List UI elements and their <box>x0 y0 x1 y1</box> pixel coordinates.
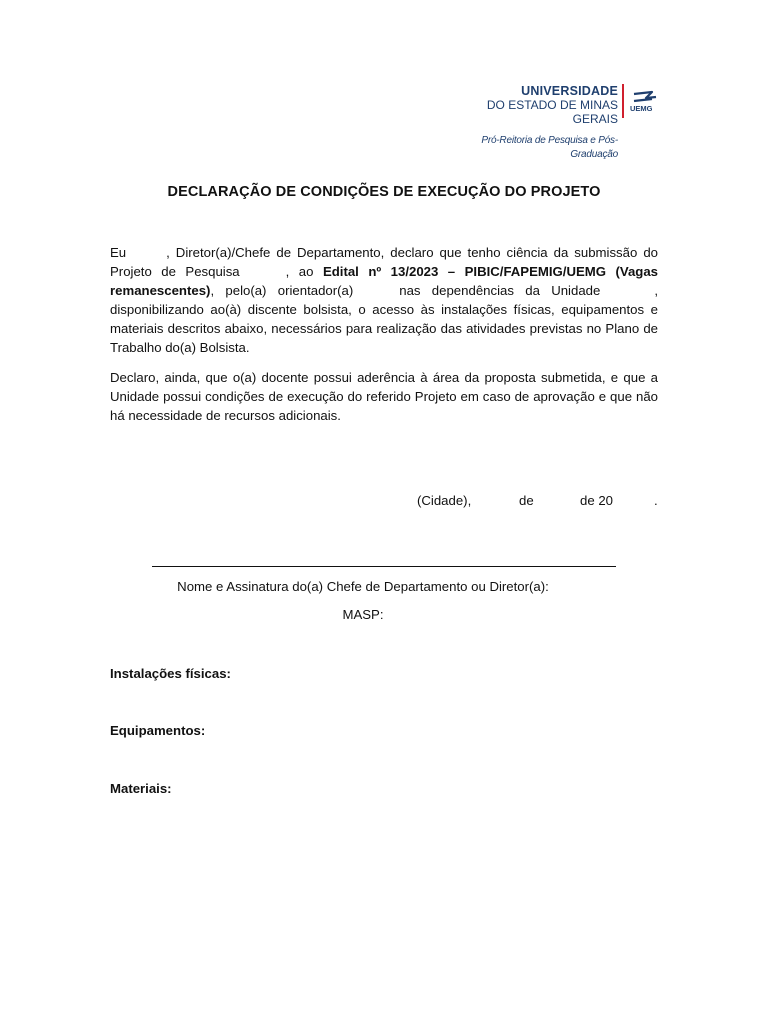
logo-text <box>454 84 618 162</box>
signature-caption: Nome e Assinatura do(a) Chefe de Departamento ou Diretor(a): <box>177 579 549 594</box>
masp-label: MASP: <box>342 607 384 622</box>
p1-orientador: , pelo(a) orientador(a) <box>210 283 354 298</box>
uemg-emblem-icon <box>630 88 660 118</box>
section-installations: Instalações físicas: <box>110 666 231 681</box>
logo-line-state: DO ESTADO DE MINAS GERAIS <box>486 98 618 126</box>
date-year: de 20 <box>580 493 614 508</box>
declaration-paragraph-1 <box>110 243 658 357</box>
logo-mark-label: UEMG <box>630 104 653 113</box>
p1-eu: Eu <box>110 245 127 260</box>
date-city: (Cidade), <box>417 493 472 508</box>
section-materials: Materiais: <box>110 781 172 796</box>
p1-edital: Edital nº 13/2023 – PIBIC/FAPEMIG/UEMG (Vagas remanescentes) <box>110 264 659 298</box>
document-title: DECLARAÇÃO DE CONDIÇÕES DE EXECUÇÃO DO PROJETO <box>167 184 601 200</box>
p1-ao: , ao <box>285 264 323 279</box>
section-equipment: Equipamentos: <box>110 723 206 738</box>
logo-divider <box>622 84 624 118</box>
logo-line-university: UNIVERSIDADE <box>521 84 618 98</box>
logo-line-department: Pró-Reitoria de Pesquisa e Pós-Graduação <box>481 135 618 160</box>
date-de: de <box>519 493 534 508</box>
p1-unidade: nas dependências da Unidade <box>399 283 601 298</box>
p1-role: , Diretor(a)/Chefe de Departamento, declaro que tenho ciência da submissão do Projeto de Pesquisa <box>110 245 658 279</box>
p1-rest: , disponibilizando ao(à) discente bolsista, o acesso às instalações físicas, equipamentos e materiais descritos abaixo, necessários para realização das atividades previstas no Plano de Trabalho do(a) Bolsista. <box>110 283 658 355</box>
uemg-logo <box>454 84 664 160</box>
signature-line <box>152 566 616 567</box>
declaration-paragraph-2: Declaro, ainda, que o(a) docente possui aderência à área da proposta submetida, e que a Unidade possui condições de execução do referido Projeto em caso de aprovação e que não há necessidade de recursos adicionais. <box>110 370 658 423</box>
date-end: . <box>654 493 658 508</box>
